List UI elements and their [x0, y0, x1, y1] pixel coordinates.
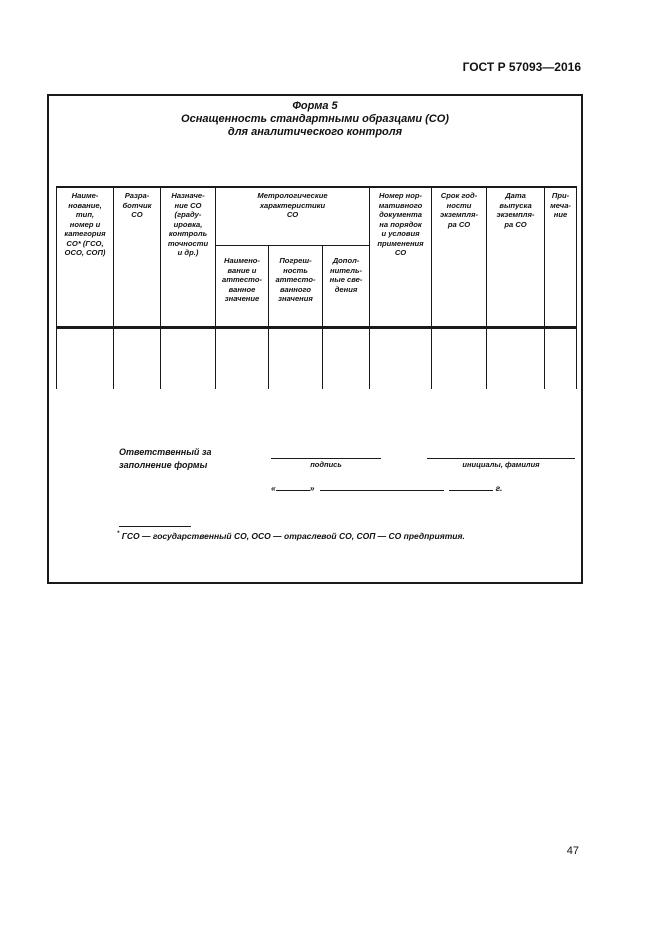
- initials-line[interactable]: [427, 458, 575, 459]
- header-validity: Срок год- ности экземпля- ра СО: [432, 187, 487, 328]
- header-normative-doc: Номер нор- мативного документа на порядок и условия применения СО: [370, 187, 432, 328]
- document-code: ГОСТ Р 57093—2016: [462, 60, 581, 74]
- header-metrology: Метрологические характеристики СО: [216, 187, 370, 246]
- signature-caption: подпись: [310, 460, 342, 469]
- table-cell[interactable]: [57, 328, 114, 390]
- form-heading: [49, 100, 581, 139]
- date-day-field[interactable]: [276, 482, 310, 491]
- date-year-field[interactable]: [449, 482, 493, 491]
- signature-line[interactable]: [271, 458, 381, 459]
- table-cell[interactable]: [370, 328, 432, 390]
- responsible-label: Ответственный за заполнение формы: [119, 447, 212, 470]
- year-suffix: г.: [495, 483, 503, 493]
- table-cell[interactable]: [487, 328, 545, 390]
- date-row: [271, 482, 502, 493]
- page-number: 47: [566, 845, 579, 857]
- header-developer: Разра- ботчик СО: [114, 187, 161, 328]
- table-cell[interactable]: [269, 328, 323, 390]
- table-cell[interactable]: [216, 328, 269, 390]
- form-title: Оснащенность стандартными образцами (СО): [181, 113, 449, 125]
- table-cell[interactable]: [114, 328, 161, 390]
- form-frame: [47, 94, 583, 584]
- header-note: При- меча- ние: [545, 187, 577, 328]
- form-number: Форма 5: [292, 100, 338, 112]
- header-release-date: Дата выпуска экземпля- ра СО: [487, 187, 545, 328]
- footnote: [117, 531, 465, 541]
- subheader-certified-value: Наимено- вание и аттесто- ванное значение: [216, 246, 269, 328]
- date-open-quote: «: [271, 483, 276, 493]
- subheader-error: Погреш- ность аттесто- ванного значения: [269, 246, 323, 328]
- table-cell[interactable]: [323, 328, 370, 390]
- footnote-divider: [119, 526, 191, 527]
- subheader-additional-info: Допол- нитель- ные све- дения: [323, 246, 370, 328]
- date-close-quote: »: [309, 483, 315, 493]
- date-month-field[interactable]: [320, 482, 444, 491]
- table-row: [57, 328, 577, 390]
- header-name-type: Наиме- нование, тип, номер и категория СО* (ГСО, ОСО, СОП): [57, 187, 114, 328]
- footnote-marker: *: [117, 531, 120, 538]
- header-purpose: Назначе- ние СО (граду- ировка, контроль точности и др.): [161, 187, 216, 328]
- initials-caption: инициалы, фамилия: [462, 460, 540, 469]
- table-cell[interactable]: [161, 328, 216, 390]
- form-subtitle: для аналитического контроля: [227, 126, 403, 138]
- reference-materials-table: [56, 186, 577, 389]
- footnote-text: ГСО — государственный СО, ОСО — отраслевой СО, СОП — СО предприятия.: [119, 531, 465, 541]
- table-cell[interactable]: [545, 328, 577, 390]
- table-cell[interactable]: [432, 328, 487, 390]
